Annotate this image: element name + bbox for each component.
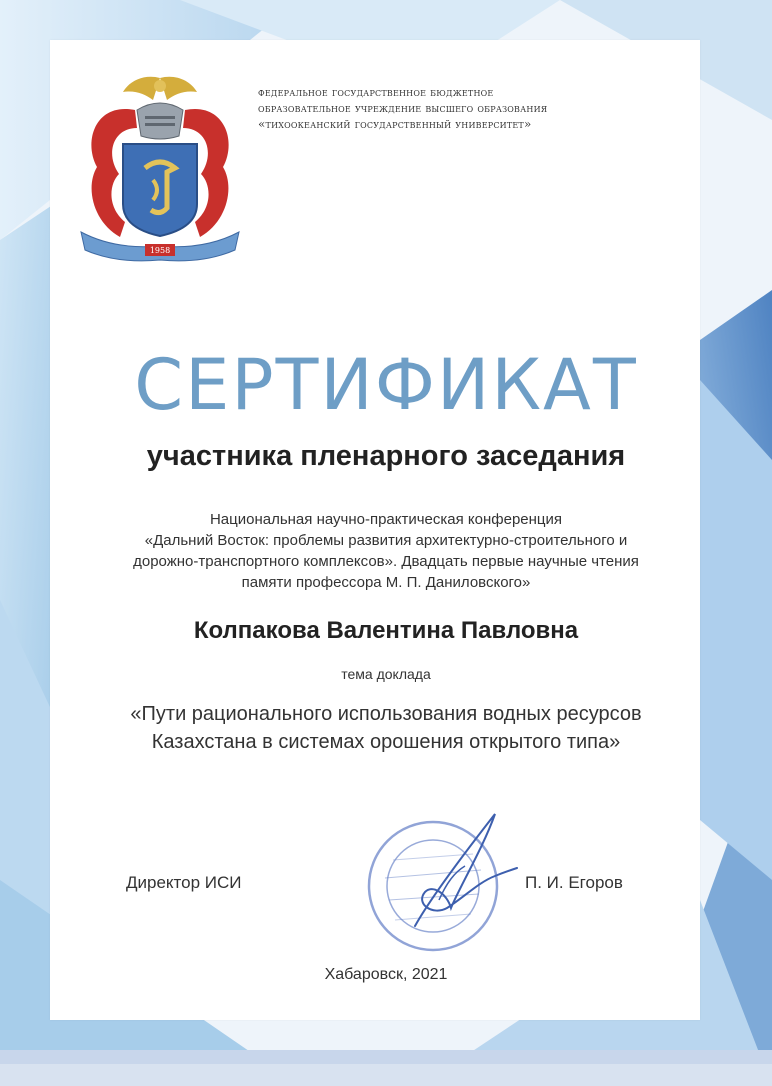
conference-line: памяти профессора М. П. Даниловского» [241,574,531,591]
conference-line: дорожно-транспортного комплексов». Двадцать первые научные чтения [133,553,639,570]
conference-line: «Дальний Восток: проблемы развития архитектурно-строительного и [144,532,628,549]
conference-description [86,509,686,593]
organization-line: «тихоокеанский государственный университет» [258,117,532,131]
emblem-year: 1958 [149,246,171,255]
organization-line: образовательное учреждение высшего образования [258,101,548,115]
university-coat-of-arms-icon [75,72,245,262]
certificate-title: СЕРТИФИКАТ [134,344,638,426]
round-seal-stamp-icon [355,808,525,958]
report-topic [0,700,772,756]
report-topic-line: Казахстана в системах орошения открытого типа» [151,731,621,753]
report-topic-label: тема доклада [341,666,431,682]
certificate-subtitle: участника пленарного заседания [146,440,626,472]
organization-name [258,84,698,132]
conference-line: Национальная научно-практическая конференция [209,511,563,528]
signer-name: П. И. Егоров [525,873,623,892]
organization-line: федеральное государственное бюджетное [258,85,494,99]
city-year: Хабаровск, 2021 [324,966,448,983]
participant-name: Колпакова Валентина Павловна [193,617,579,644]
signer-position: Директор ИСИ [126,873,242,892]
report-topic-line: «Пути рационального использования водных ресурсов [130,703,642,725]
